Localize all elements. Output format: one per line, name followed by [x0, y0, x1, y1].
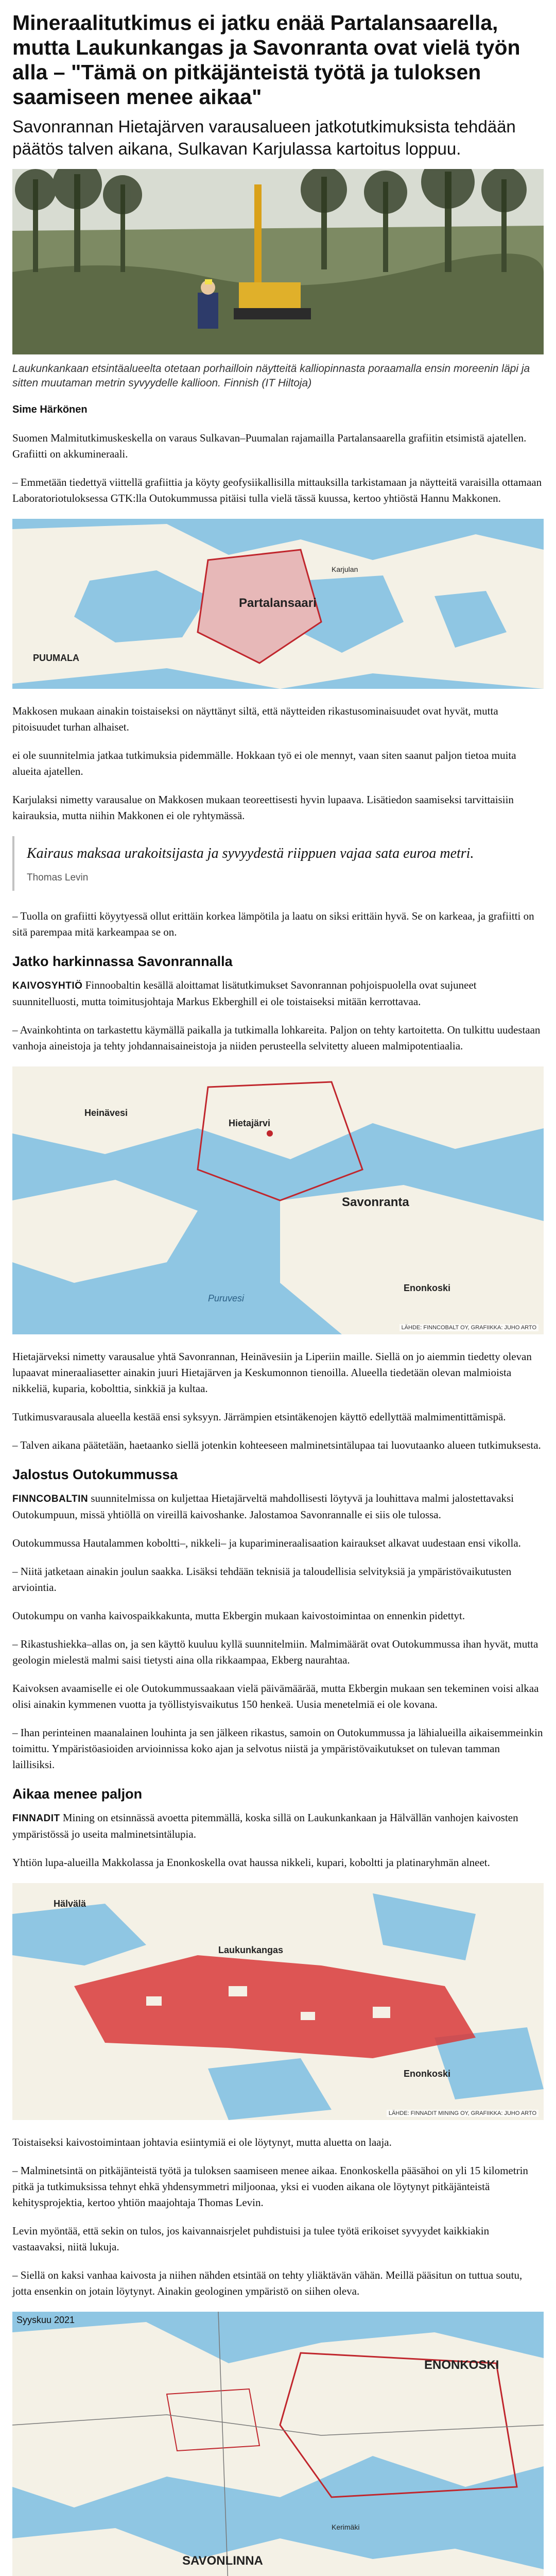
- map-laukunkangas: [12, 1883, 544, 2120]
- lede-caps: FINNCOBALTIN: [12, 1494, 89, 1504]
- article-photo: [12, 169, 544, 354]
- map-label: Hälvälä: [54, 1899, 86, 1909]
- map-graphic: [12, 2312, 544, 2576]
- paragraph: – Malminetsintä on pitkäjänteistä työtä ja tuloksen saamiseen menee aikaa. Enonkoskella pääsähoi on yli 15 kilometrin pitkä ja tutkimuksissa tehnyt ehkä yhdensymmetri miljoonaa, yksi ei vuoden aikana ole löytynyt pitkäjänteistä kehitysprojektia, kertoo yhtiön maajohtaja Thomas Levin.: [12, 2164, 528, 2209]
- paragraph: Toistaiseksi kaivostoimintaan johtavia esiintymiä ei ole löytynyt, mutta aluetta on laaja.: [12, 2136, 392, 2148]
- paragraph: – Avainkohtinta on tarkastettu käymällä paikalla ja tutkimalla lohkareita. Paljon on tehty kartoitetta. On tulkittu uudestaan vanhoja aineistoja ja tehty johdannaisaineistoja ja niiden perusteella selvitetty alueen malmipotentiaalia.: [12, 1024, 541, 1052]
- section-heading: Aikaa menee paljon: [12, 1786, 143, 1802]
- map-label: SAVONLINNA: [182, 2554, 263, 2568]
- map-label: Hietajärvi: [229, 1118, 271, 1128]
- paragraph: – Siellä on kaksi vanhaa kaivosta ja niihen nähden etsintää on tehty yliäktävän vähän. Meillä pääsitun on tuttua soutu, jotta ensenkin on jotain löytynyt. Ainakin geologinen ympäristö on siihen oleva.: [12, 2269, 523, 2297]
- section-heading: Jatko harkinnassa Savonrannalla: [12, 954, 233, 969]
- map-graphic: [12, 1883, 544, 2120]
- paragraph: [12, 977, 544, 1010]
- map-date: Syyskuu 2021: [16, 2315, 75, 2325]
- paragraph: – Rikastushiekka–allas on, ja sen käyttö kuuluu kyllä suunnitelmiin. Malmimäärät ovat Outokummussa ihan hyvät, mutta geologin mielestä malmi saisi tietysti aina olla rikkaampaa, Ekberg naurahtaa.: [12, 1638, 538, 1666]
- photo-credit: Finnish (IT Hiltoja): [223, 377, 312, 389]
- lede-caps: KAIVOSYHTIÖ: [12, 980, 83, 991]
- map-label: Karjulan: [332, 565, 358, 573]
- article-headline: Mineraalitutkimus ei jatku enää Partalansaarella, mutta Laukunkangas ja Savonranta ovat vielä työn alla – "Tämä on pitkäjänteistä työtä ja tuloksen saamiseen menee aikaa": [12, 11, 520, 109]
- paragraph: – Emmetään tiedettyä viittellä grafiittia ja köyty geofysiikallisilla mittauksilla tarkistamaan ja näytteitä varaisilla ottamaan Laboratoriotuloksessa GTK:lla Outokummussa pitäisi tulla vielä tässä kuussa, kertoo yhtiöstä Hannu Makkonen.: [12, 476, 542, 504]
- paragraph: Yhtiön lupa-alueilla Makkolassa ja Enonkoskella ovat haussa nikkeli, kupari, koboltti ja platinaryhmän alneet.: [12, 1856, 490, 1869]
- map-label: ENONKOSKI: [424, 2358, 499, 2372]
- paragraph: – Ihan perinteinen maanalainen louhinta ja sen jälkeen rikastus, samoin on Outokummussa ja lähialueilla aikaisemmeinkin toimittu. Ympäristöasioiden arvioinnissa koko ajan ja selvotus niistä ja ympäristövaikutukset on tulevan tamman laillisiksi.: [12, 1726, 543, 1771]
- map-label: Puruvesi: [208, 1293, 245, 1303]
- photo-caption-text: Laukunkankaan etsintäalueelta otetaan porhailloin näytteitä kalliopinnasta poraamalla ensin moreenin läpi ja sitten muutaman metrin syvyydelle kallioon.: [12, 363, 530, 389]
- paragraph: – Tuolla on grafiitti köyytyessä ollut erittäin korkea lämpötila ja laatu on siksi erittäin hyvä. Se on karkeaa, ja grafiitti on sitä parempaa mitä karkeampaa se on.: [12, 910, 534, 938]
- paragraph-text: suunnitelmissa on kuljettaa Hietajärveltä mahdollisesti löytyvä ja louhittava malmi jalostettavaksi Outokumpuun, missä yhtiöllä on vireillä kaivoshanke. Jalostamoa Savonrannalle ei siis ole tulossa.: [12, 1492, 514, 1521]
- paragraph: [12, 1490, 544, 1523]
- map-label: Kerimäki: [332, 2523, 360, 2531]
- paragraph: Suomen Malmitutkimuskeskella on varaus Sulkavan–Puumalan rajamailla Partalansaarella grafiitin etsimistä ajatellen. Grafiitti on akkumineraali.: [12, 432, 527, 460]
- paragraph: – Talven aikana päätetään, haetaanko siellä jotenkin kohteeseen malminetsintälupaa tai luovutaanko alueen tutkimuksesta.: [12, 1439, 541, 1451]
- map-graphic: [12, 1066, 544, 1334]
- lede-caps: FINNADIT: [12, 1813, 60, 1824]
- drill-rig-photo: [12, 169, 544, 354]
- paragraph: Levin myöntää, että sekin on tulos, jos kaivannaisrjelet puhdistuisi ja tulee työtä erikoiset syvyydet kaikkiakin vastaavaksi, niitä lukuja.: [12, 2225, 490, 2253]
- photo-caption: [12, 362, 544, 391]
- map-partalansaari: [12, 519, 544, 689]
- map-label: Partalansaari: [239, 596, 317, 610]
- article-column: [12, 10, 544, 2576]
- paragraph: [12, 1810, 544, 1842]
- quote-author: Thomas Levin: [27, 872, 89, 883]
- map-label: Heinävesi: [84, 1108, 128, 1118]
- article-page: [0, 10, 556, 2576]
- map-label: Savonranta: [342, 1195, 409, 1209]
- pull-quote: [12, 836, 544, 891]
- paragraph-text: Mining on etsinnässä avoetta pitemmällä, koska sillä on Laukunkankaan ja Hälvällän vanhojen kaivosten ympäristössä jo useita malminetsintälupia.: [12, 1811, 518, 1840]
- map-label: Enonkoski: [404, 2069, 451, 2079]
- paragraph: Tutkimusvarausala alueella kestää ensi syksyyn. Järrämpien etsintäkenojen käyttö edellyttää malmimentittämispä.: [12, 1411, 506, 1423]
- byline: Sime Härkönen: [12, 404, 88, 415]
- paragraph-text: Finnoobaltin kesällä aloittamat lisätutkimukset Savonrannan pohjoispuolella ovat sujuneet suunnitelluosti, mutta toimitusjohtaja Markus Ekberghill ei ole toistaiseksi mitään kerrottavaa.: [12, 979, 477, 1008]
- map-label: Enonkoski: [404, 1283, 451, 1293]
- paragraph: Kaivoksen avaamiselle ei ole Outokummussaakaan vielä päivämäärää, mutta Ekbergin mukaan sen tekeminen voisi alkaa olisi ainakin kymmenen vuotta ja työllistyisvaikutus 150 henkeä. Uusia menetelmiä ei ole kovana.: [12, 1682, 539, 1710]
- paragraph: Outokumpu on vanha kaivospaikkakunta, mutta Ekbergin mukaan kaivostoimintaa on ennenkin pidettyt.: [12, 1609, 465, 1622]
- map-label: Laukunkangas: [218, 1945, 284, 1955]
- paragraph: Karjulaksi nimetty varausalue on Makkosen mukaan teoreettisesti hyvin lupaava. Lisätiedon saamiseksi tarvittaisiin kairauksia, mutta niihin Makkonen ei ole ryhtymässä.: [12, 793, 514, 822]
- paragraph: Makkosen mukaan ainakin toistaiseksi on näyttänyt siltä, että näytteiden rikastusominaisuudet ovat hyvät, mutta pitoisuudet turhan alhaiset.: [12, 705, 498, 733]
- paragraph: – Niitä jatketaan ainakin joulun saakka. Lisäksi tehdään teknisiä ja taloudellisia selvityksiä ja ympäristövaikutusten arviointia.: [12, 1565, 512, 1594]
- map-hietajarvi: [12, 1066, 544, 1334]
- section-heading: Jalostus Outokummussa: [12, 1467, 178, 1482]
- map-credit: LÄHDE: FINNADIT MINING OY, GRAFIIKKA: JUHO ARTO: [387, 2110, 538, 2117]
- map-credit: LÄHDE: FINNCOBALT OY, GRAFIIKKA: JUHO ARTO: [399, 1324, 538, 1331]
- paragraph: Hietajärveksi nimetty varausalue yhtä Savonrannan, Heinävesiin ja Liperiin maille. Siellä on jo aiemmin tiedetty olevan lupaavat mineraaliasetter ainakin juuri Hietajärven ja Keskumonnon tienoilla. Alueella tiedetään olevan malmioista nikkeliä, kuparia, kobolttia, sinkkiä ja kultaa.: [12, 1350, 532, 1395]
- article-lead: Savonrannan Hietajärven varausalueen jatkotutkimuksista tehdään päätös talven aikana, Sulkavan Karjulassa kartoitus loppuu.: [12, 117, 516, 158]
- quote-text: Kairaus maksaa urakoitsijasta ja syvyydestä riippuen vajaa sata euroa metri.: [27, 845, 474, 861]
- map-enonkoski: [12, 2312, 544, 2576]
- paragraph: Outokummussa Hautalammen koboltti–, nikkeli– ja kuparimineraalisaation kairaukset alkavat uudestaan ensi vikolla.: [12, 1537, 521, 1549]
- map-label: PUUMALA: [33, 653, 79, 663]
- paragraph: ei ole suunnitelmia jatkaa tutkimuksia pidemmälle. Hokkaan työ ei ole mennyt, vaan siten saanut paljon tietoa muita alueita ajatellen.: [12, 749, 516, 777]
